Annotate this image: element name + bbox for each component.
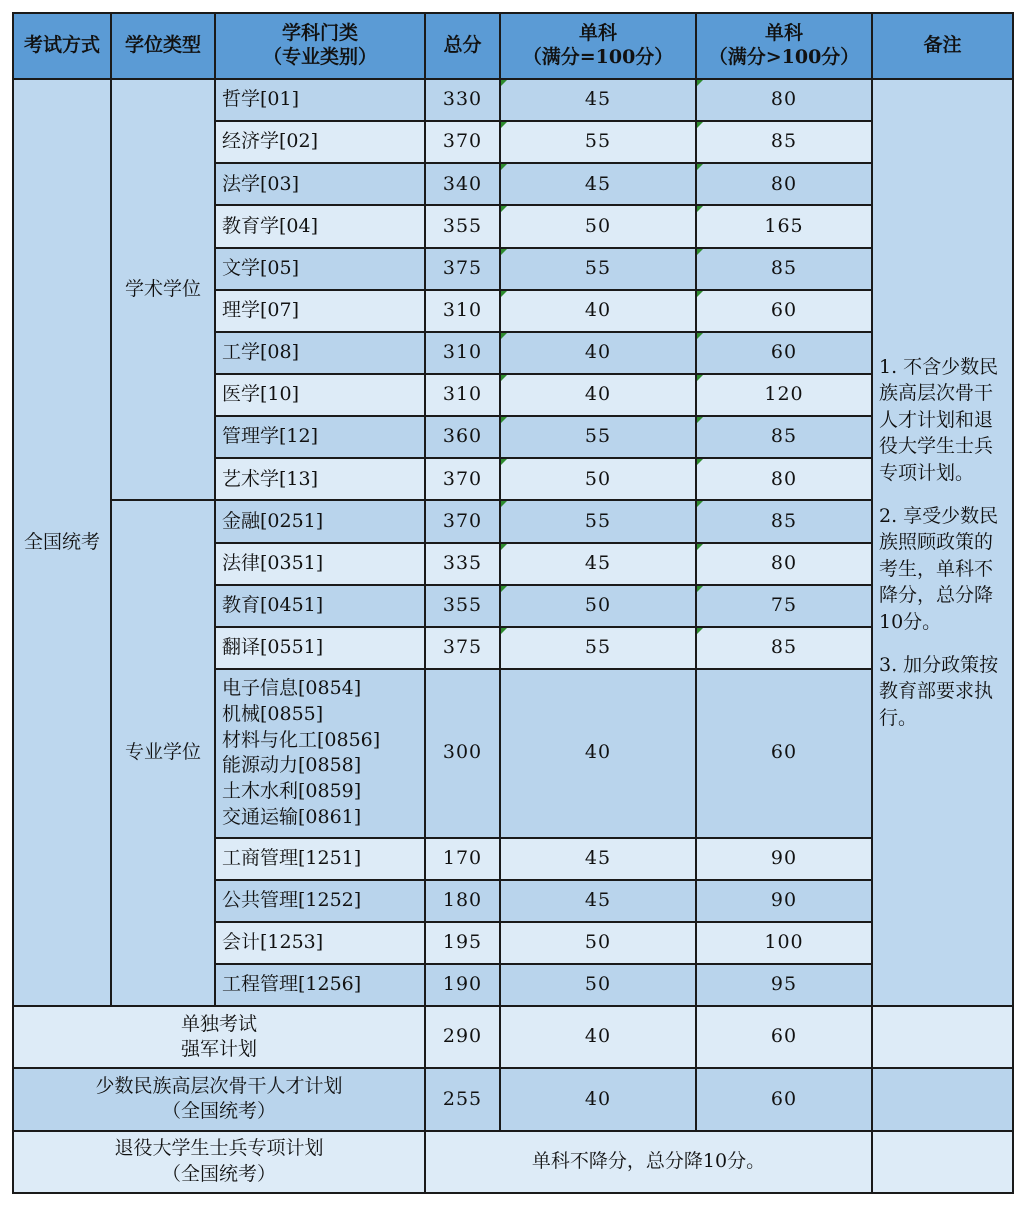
total-score-cell: 375 bbox=[425, 248, 500, 290]
total-score-cell: 170 bbox=[425, 838, 500, 880]
single-100-cell: 40 bbox=[500, 290, 696, 332]
single-100-cell: 50 bbox=[500, 964, 696, 1006]
single-gt100-cell: 85 bbox=[696, 500, 872, 542]
single-100-cell: 45 bbox=[500, 79, 696, 121]
remarks-empty-cell bbox=[872, 1131, 1013, 1193]
header-row bbox=[13, 13, 1013, 79]
total-score-cell: 190 bbox=[425, 964, 500, 1006]
single-gt100-cell: 90 bbox=[696, 838, 872, 880]
special-plan-name bbox=[13, 1068, 425, 1130]
category-cell: 会计[1253] bbox=[215, 922, 425, 964]
single-100-cell: 45 bbox=[500, 880, 696, 922]
special-plan-line2: （全国统考） bbox=[161, 1100, 276, 1123]
single-gt100-cell: 85 bbox=[696, 416, 872, 458]
remarks-cell bbox=[872, 79, 1013, 1006]
header-single-gt100: 单科 （满分>100分） bbox=[696, 13, 872, 79]
single-100-cell: 50 bbox=[500, 922, 696, 964]
single-100-cell: 40 bbox=[500, 332, 696, 374]
category-cell: 文学[05] bbox=[215, 248, 425, 290]
veteran-policy: 单科不降分，总分降10分。 bbox=[425, 1131, 872, 1193]
category-cell: 经济学[02] bbox=[215, 121, 425, 163]
total-score-cell: 310 bbox=[425, 374, 500, 416]
special-plan-line2: 强军计划 bbox=[180, 1038, 257, 1061]
degree-type-academic: 学术学位 bbox=[111, 79, 215, 500]
category-name: 电子信息[0854] bbox=[222, 677, 362, 700]
single-gt100-cell: 80 bbox=[696, 163, 872, 205]
veteran-plan-line1: 退役大学生士兵专项计划 bbox=[114, 1137, 324, 1160]
veteran-plan-name bbox=[13, 1131, 425, 1193]
single-gt100-cell: 80 bbox=[696, 543, 872, 585]
total-score-cell: 255 bbox=[425, 1068, 500, 1130]
remarks-empty-cell bbox=[872, 1068, 1013, 1130]
single-100-cell: 55 bbox=[500, 627, 696, 669]
total-score-cell: 340 bbox=[425, 163, 500, 205]
header-remarks: 备注 bbox=[872, 13, 1013, 79]
veteran-plan-line2: （全国统考） bbox=[161, 1162, 276, 1185]
single-gt100-cell: 80 bbox=[696, 458, 872, 500]
total-score-cell: 195 bbox=[425, 922, 500, 964]
exam-mode-cell: 全国统考 bbox=[13, 79, 111, 1006]
single-100-cell: 40 bbox=[500, 669, 696, 838]
single-100-cell: 45 bbox=[500, 543, 696, 585]
category-cell: 艺术学[13] bbox=[215, 458, 425, 500]
single-gt100-cell: 60 bbox=[696, 669, 872, 838]
category-cell: 法律[0351] bbox=[215, 543, 425, 585]
special-plan-name bbox=[13, 1006, 425, 1068]
table-row bbox=[13, 79, 1013, 121]
single-gt100-cell: 60 bbox=[696, 290, 872, 332]
category-cell: 工学[08] bbox=[215, 332, 425, 374]
total-score-cell: 355 bbox=[425, 585, 500, 627]
special-row bbox=[13, 1006, 1013, 1068]
category-cell: 哲学[01] bbox=[215, 79, 425, 121]
single-gt100-cell: 90 bbox=[696, 880, 872, 922]
single-100-cell: 40 bbox=[500, 374, 696, 416]
single-gt100-cell: 95 bbox=[696, 964, 872, 1006]
total-score-cell: 355 bbox=[425, 205, 500, 247]
header-exam-mode: 考试方式 bbox=[13, 13, 111, 79]
total-score-cell: 330 bbox=[425, 79, 500, 121]
header-total: 总分 bbox=[425, 13, 500, 79]
category-name: 交通运输[0861] bbox=[222, 805, 362, 828]
single-100-cell: 50 bbox=[500, 205, 696, 247]
category-cell: 工程管理[1256] bbox=[215, 964, 425, 1006]
single-gt100-cell: 85 bbox=[696, 248, 872, 290]
single-gt100-cell: 80 bbox=[696, 79, 872, 121]
single-100-cell: 55 bbox=[500, 500, 696, 542]
single-gt100-cell: 85 bbox=[696, 121, 872, 163]
header-category: 学科门类 （专业类别） bbox=[215, 13, 425, 79]
single-100-cell: 40 bbox=[500, 1006, 696, 1068]
category-cell: 医学[10] bbox=[215, 374, 425, 416]
table-row bbox=[13, 500, 1013, 542]
single-gt100-cell: 60 bbox=[696, 332, 872, 374]
total-score-cell: 375 bbox=[425, 627, 500, 669]
total-score-cell: 310 bbox=[425, 290, 500, 332]
category-cell: 法学[03] bbox=[215, 163, 425, 205]
single-100-cell: 40 bbox=[500, 1068, 696, 1130]
single-gt100-cell: 100 bbox=[696, 922, 872, 964]
degree-type-professional: 专业学位 bbox=[111, 500, 215, 1006]
total-score-cell: 300 bbox=[425, 669, 500, 838]
category-name: 土木水利[0859] bbox=[222, 779, 362, 802]
category-name: 能源动力[0858] bbox=[222, 754, 362, 777]
total-score-cell: 180 bbox=[425, 880, 500, 922]
single-gt100-cell: 60 bbox=[696, 1068, 872, 1130]
score-table bbox=[12, 12, 1014, 1194]
special-plan-line1: 单独考试 bbox=[180, 1012, 257, 1035]
category-cell-multi bbox=[215, 669, 425, 838]
remark-item: 2. 享受少数民族照顾政策的考生，单科不降分，总分降10分。 bbox=[879, 504, 999, 634]
total-score-cell: 290 bbox=[425, 1006, 500, 1068]
remark-item: 1. 不含少数民族高层次骨干人才计划和退役大学生士兵专项计划。 bbox=[879, 355, 999, 485]
single-100-cell: 55 bbox=[500, 248, 696, 290]
single-100-cell: 50 bbox=[500, 458, 696, 500]
total-score-cell: 370 bbox=[425, 500, 500, 542]
single-gt100-cell: 75 bbox=[696, 585, 872, 627]
total-score-cell: 335 bbox=[425, 543, 500, 585]
category-name: 材料与化工[0856] bbox=[222, 728, 381, 751]
total-score-cell: 370 bbox=[425, 458, 500, 500]
header-single-100: 单科 （满分=100分） bbox=[500, 13, 696, 79]
single-gt100-cell: 165 bbox=[696, 205, 872, 247]
special-plan-line1: 少数民族高层次骨干人才计划 bbox=[95, 1074, 343, 1097]
category-cell: 金融[0251] bbox=[215, 500, 425, 542]
category-cell: 理学[07] bbox=[215, 290, 425, 332]
single-gt100-cell: 60 bbox=[696, 1006, 872, 1068]
category-name: 机械[0855] bbox=[222, 702, 324, 725]
category-cell: 教育学[04] bbox=[215, 205, 425, 247]
single-100-cell: 45 bbox=[500, 838, 696, 880]
single-gt100-cell: 120 bbox=[696, 374, 872, 416]
category-cell: 管理学[12] bbox=[215, 416, 425, 458]
category-cell: 教育[0451] bbox=[215, 585, 425, 627]
category-cell: 翻译[0551] bbox=[215, 627, 425, 669]
remarks-empty-cell bbox=[872, 1006, 1013, 1068]
total-score-cell: 370 bbox=[425, 121, 500, 163]
total-score-cell: 360 bbox=[425, 416, 500, 458]
single-100-cell: 55 bbox=[500, 121, 696, 163]
veteran-row bbox=[13, 1131, 1013, 1193]
single-100-cell: 45 bbox=[500, 163, 696, 205]
header-degree-type: 学位类型 bbox=[111, 13, 215, 79]
category-cell: 工商管理[1251] bbox=[215, 838, 425, 880]
single-100-cell: 55 bbox=[500, 416, 696, 458]
remark-item: 3. 加分政策按教育部要求执行。 bbox=[879, 653, 999, 729]
single-gt100-cell: 85 bbox=[696, 627, 872, 669]
single-100-cell: 50 bbox=[500, 585, 696, 627]
category-cell: 公共管理[1252] bbox=[215, 880, 425, 922]
special-row bbox=[13, 1068, 1013, 1130]
total-score-cell: 310 bbox=[425, 332, 500, 374]
